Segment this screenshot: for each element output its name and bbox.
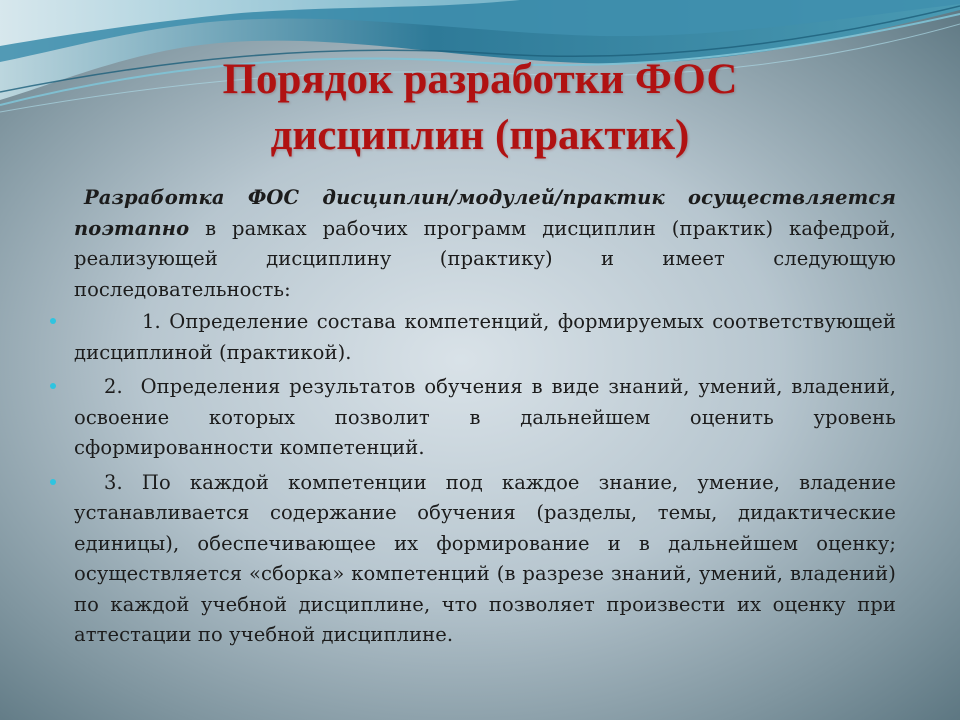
list-item-text: Определения результатов обучения в виде знаний, умений, владений, освоение которых позволит в дальнейшем оценить уровень сформированности компетенций.: [74, 375, 896, 459]
list-item-text: По каждой компетенции под каждое знание, умение, владение устанавливается содержание обучения (разделы, темы, дидактические единицы), обеспечивающее их формирование и в дальнейшем оценку; осуществляется «сборка» компетенций (в разрезе знаний, умений, владений) по каждой учебной дисциплине, что позволяет произвести их оценку при аттестации по учебной дисциплине.: [74, 470, 896, 646]
list-item-text: Определение состава компетенций, формируемых соответствующей дисциплиной (практикой).: [74, 310, 896, 364]
list-item-paragraph: [74, 372, 896, 464]
list-item-number: 2.: [104, 375, 123, 398]
intro-text: в рамках рабочих программ дисциплин (практик) кафедрой, реализующей дисциплину (практику) и имеет следующую последовательность:: [74, 216, 896, 301]
slide-title-line2: дисциплин (практик): [270, 112, 690, 159]
list-item-paragraph: [74, 307, 896, 368]
list-item-number: 3.: [104, 470, 123, 494]
bullet-dot-icon: [50, 318, 56, 324]
slide-body: [74, 183, 896, 651]
list-item: [74, 307, 896, 368]
list-item-number: 1.: [142, 310, 161, 333]
list-item-paragraph: [74, 468, 896, 651]
list-item: [74, 372, 896, 464]
slide-title: [80, 52, 880, 164]
list-item: [74, 468, 896, 651]
slide-title-line1: Порядок разработки ФОС: [222, 56, 738, 103]
intro-emphasis: Разработка ФОС дисциплин/модулей/практик осуществляется поэтапно: [74, 186, 896, 240]
bullet-dot-icon: [50, 383, 56, 389]
bullet-dot-icon: [50, 479, 56, 485]
intro-paragraph: [74, 183, 896, 305]
